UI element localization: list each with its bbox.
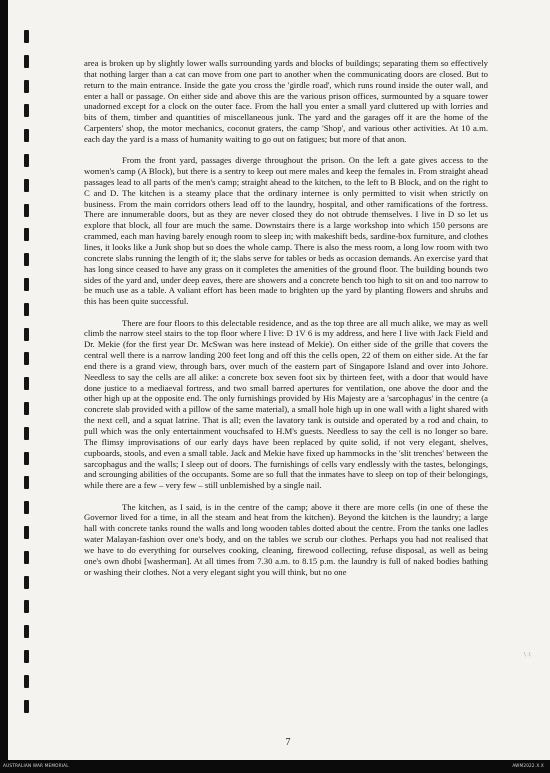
paragraph-4: The kitchen, as I said, is in the centre of the camp; above it there are more cells (in one of these the Governor lived for a time, in all the steam and heat from the kitchen). Beyond the kitchen is the laundry; a large hall with concrete tanks round the walls and long wooden tables dotted about the centre. From the tanks one ladles water Malayan-fashion over one's body, and on the tables we scrub our clothes. Perhaps you had not realised that we have to do everything for ourselves cooking, cleaning, firewood collecting, refuse disposal, as well as being one's own dhobi [washerman]. At all times from 7.30 a.m. to 8.15 p.m. the laundry is full of naked bodies bathing or washing their clothes. Not a very elegant sight you will think, but no one: [84, 501, 488, 577]
binding-hole: [24, 204, 29, 217]
binding-hole: [24, 55, 29, 68]
binding-hole: [24, 476, 29, 489]
footer-reference: AWM2022.X.X: [512, 763, 544, 768]
binding-hole: [24, 452, 29, 465]
paragraph-2: From the front yard, passages diverge throughout the prison. On the left a gate gives access to the women's camp (A Block), but there is a sentry to keep out mere males and keep the females in. From straight ahead passages lead to all parts of the men's camp; straight ahead to the kitchen, to the left to B Block, and on the right to C and D. The kitchen is a steamy place that the ordinary internee is only permitted to visit when strictly on business. From the main corridors others lead off to the laundry, hospital, and other ramifications of the fortress. There are innumerable doors, but as they are never closed they do not obtrude themselves. I live in D so let us explore that block, all four are much the same. Downstairs there is a large workshop into which 150 persons are crammed, each man having barely enough room to sleep in; with makeshift beds, sardine-box furniture, and clothes lines, it looks like a Junk shop but so does the whole camp. There is also the mess room, a long low room with two concrete slabs running the length of it; the slabs serve for tables or beds as occasion demands. An exercise yard that has long since ceased to have any grass on it completes the amenities of the ground floor. The building bounds two sides of the yard and, under deep eaves, there are showers and a concrete bench too high to sit on and too narrow to be much use as a table. A valiant effort has been made to brighten up the yard by planting flowers and shrubs and this has been quite successful.: [84, 155, 488, 307]
binding-hole: [24, 402, 29, 415]
binding-hole: [24, 179, 29, 192]
margin-mark: \ .\: [524, 652, 531, 658]
binding-hole: [24, 700, 29, 713]
binding-hole: [24, 328, 29, 341]
document-page: [8, 0, 550, 760]
binding-hole: [24, 501, 29, 514]
binding-hole: [24, 576, 29, 589]
page-number: 7: [285, 737, 291, 748]
binding-hole: [24, 278, 29, 291]
binding-hole: [24, 303, 29, 316]
binding-hole: [24, 30, 29, 43]
binding-hole: [24, 253, 29, 266]
binding-hole: [24, 650, 29, 663]
binding-hole: [24, 377, 29, 390]
binding-hole: [24, 675, 29, 688]
binding-holes: [21, 30, 35, 720]
body-text: [84, 58, 488, 588]
binding-hole: [24, 80, 29, 93]
paragraph-1: area is broken up by slightly lower walls surrounding yards and blocks of buildings; separating them so effectively that nothing larger than a cat can move from one part to another when the communicating doors are closed. But to return to the main entrance. Inside the gate you cross the 'girdle road', which runs round inside the outer wall, and enter a hall or passage. On either side and above this are the various prison offices, surmounted by a square tower unadorned except for a clock on the outer face. From the hall you enter a small yard cluttered up with lorries and bits of them, timber and quantities of miscellaneous junk. The yard and the garages off it are the home of the Carpenters' shop, the motor mechanics, coconut graters, the camp 'Shop', and various other activities. At 10 a.m. each day the yard is a mass of humanity waiting to go out on fatigues; but more of that anon.: [84, 58, 488, 144]
footer-archive-label: AUSTRALIAN WAR MEMORIAL: [3, 763, 69, 768]
binding-hole: [24, 104, 29, 117]
binding-hole: [24, 551, 29, 564]
binding-hole: [24, 352, 29, 365]
binding-hole: [24, 625, 29, 638]
binding-hole: [24, 427, 29, 440]
binding-hole: [24, 526, 29, 539]
paragraph-3: There are four floors to this delectable residence, and as the top three are all much alike, we may as well climb the narrow steel stairs to the top floor where I live: D 1V 6 is my address, and here I live with Jack Field and Dr. Mekie (for the first year Dr. McSwan was here instead of Mekie). On either side of the grille that covers the central well there is a narrow landing 200 feet long and off this the cells open, 22 of them on either side. At the far end there is a grand view, through bars, over much of the eastern part of Singapore Island and over into Johore. Needless to say the cells are all alike: a concrete box seven foot six by thirteen feet, with a door that would have done justice to a mediaeval fortress, and two small barred apertures for ventilation, one above the door and the other high up at the opposite end. The only furnishings provided by His Majesty are a 'sarcophagus' in the centre (a concrete slab provided with a pillow of the same material), a small hole high up in one wall with a light shared with the next cell, and a squat latrine. That is all; even the lavatory tank is outside and operated by a rod and chain, to pull which was the only entertainment vouchsafed to H.M's guests. Needless to say the cell is no longer so bare. The flimsy improvisations of our early days have been replaced by quite solid, if not very elegant, shelves, cupboards, stools, and even a small table. Jack and Mekie have fixed up hammocks in the 'slit trenches' between the sarcophagus and the walls; I sleep out of doors. The furnishings of cells vary endlessly with the tastes, belongings, and scrounging abilities of the occupants. Some are so full that the inmates have to sleep on top of their belongings, while there are a few – very few – still unblemished by a single nail.: [84, 317, 488, 491]
binding-hole: [24, 154, 29, 167]
binding-hole: [24, 600, 29, 613]
binding-hole: [24, 129, 29, 142]
binding-hole: [24, 228, 29, 241]
